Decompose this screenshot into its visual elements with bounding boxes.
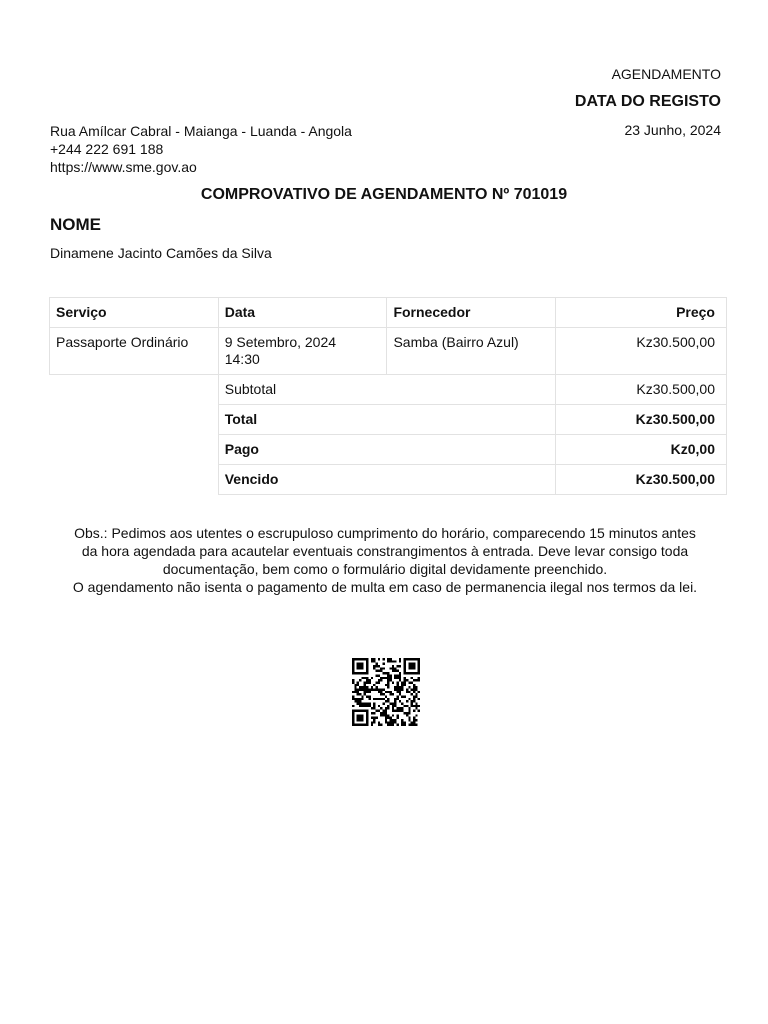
registo-label: DATA DO REGISTO: [574, 93, 721, 110]
obs-line: da hora agendada para acautelar eventuais constrangimentos à entrada. Deve levar consigo toda: [81, 543, 689, 559]
phone: +244 222 691 188: [50, 141, 164, 157]
summary-row-total: [50, 405, 727, 435]
cell-data-date: 9 Setembro, 2024: [224, 334, 337, 350]
summary-value: Kz0,00: [556, 435, 727, 465]
summary-label: Subtotal: [218, 375, 555, 405]
address-block: [50, 122, 352, 176]
cell-fornecedor: Samba (Bairro Azul): [387, 328, 556, 375]
summary-label: Pago: [218, 435, 555, 465]
table-header-row: [50, 298, 727, 328]
summary-value: Kz30.500,00: [556, 405, 727, 435]
header-fornecedor: Fornecedor: [387, 298, 556, 328]
obs-line: O agendamento não isenta o pagamento de multa em caso de permanencia ilegal nos termos da lei.: [72, 579, 698, 595]
summary-label: Vencido: [218, 465, 555, 495]
summary-row-subtotal: [50, 375, 727, 405]
registo-date: 23 Junho, 2024: [624, 122, 721, 138]
summary-value: Kz30.500,00: [556, 465, 727, 495]
header-servico: Serviço: [50, 298, 219, 328]
blank-cell: [50, 375, 219, 405]
document-title: COMPROVATIVO DE AGENDAMENTO Nº 701019: [200, 186, 568, 203]
blank-cell: [50, 435, 219, 465]
qr-code-icon: [350, 658, 422, 726]
blank-cell: [50, 465, 219, 495]
table-row: [50, 328, 727, 375]
obs-line: Obs.: Pedimos aos utentes o escrupuloso cumprimento do horário, comparecendo 15 minutos antes: [74, 525, 696, 541]
nome-label: NOME: [50, 215, 101, 234]
header-preco: Preço: [556, 298, 727, 328]
summary-value: Kz30.500,00: [556, 375, 727, 405]
cell-preco: Kz30.500,00: [556, 328, 727, 375]
observations: [40, 524, 730, 596]
cell-data-time: 14:30: [224, 351, 260, 367]
nome-value: Dinamene Jacinto Camões da Silva: [50, 245, 272, 261]
items-table: [49, 297, 727, 495]
address-line: Rua Amílcar Cabral - Maianga - Luanda - Angola: [50, 123, 352, 139]
summary-row-vencido: [50, 465, 727, 495]
obs-line: documentação, bem como o formulário digital devidamente preenchido.: [162, 561, 608, 577]
summary-label: Total: [218, 405, 555, 435]
cell-servico: Passaporte Ordinário: [50, 328, 219, 375]
blank-cell: [50, 405, 219, 435]
website-link[interactable]: https://www.sme.gov.ao: [50, 159, 197, 175]
doc-type: AGENDAMENTO: [611, 66, 721, 82]
summary-row-pago: [50, 435, 727, 465]
cell-data: [218, 328, 387, 375]
header-data: Data: [218, 298, 387, 328]
